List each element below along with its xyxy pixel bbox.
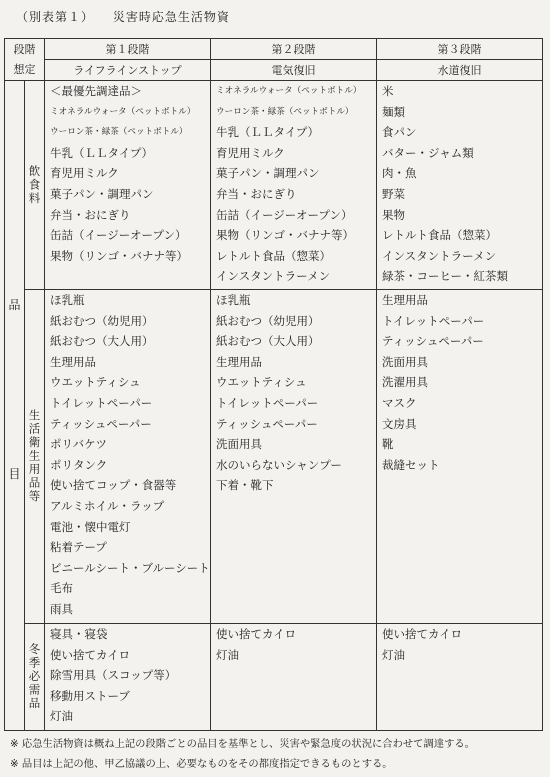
item-entry: 牛乳（ＬＬタイプ） [50, 145, 154, 160]
item-entry: 缶詰（イージーオープン） [50, 228, 187, 243]
stage-2-header: 第２段階 [211, 39, 377, 60]
hinmoku-label [5, 81, 25, 731]
item-entry: 裁縫セット [382, 457, 440, 472]
item-entry: インスタントラーメン [382, 248, 497, 263]
title-label: （別表第１） [16, 10, 95, 24]
item-entry: ミオネラルウォータ（ペットボトル） [50, 106, 196, 117]
item-entry: レトルト食品（惣菜） [382, 228, 497, 243]
item-entry: 洗面用具 [216, 437, 262, 452]
stage-1-header: 第１段階 [45, 39, 211, 60]
item-entry: 野菜 [382, 186, 405, 201]
item-entry: 灯油 [382, 647, 405, 662]
item-entry: 紙おむつ（幼児用） [50, 313, 154, 328]
item-entry: インスタントラーメン [216, 269, 331, 284]
hygiene-stage-1 [45, 290, 211, 624]
hygiene-stage-3 [377, 290, 543, 624]
item-entry: ティッシュペーパー [382, 334, 484, 349]
scenario-3: 水道復旧 [377, 60, 543, 81]
footnote-2: ※ 品目は上記の他、甲乙協議の上、必要なものをその都度指定できるものとする。 [10, 758, 393, 770]
item-entry: 雨具 [50, 601, 73, 616]
corner-header [5, 39, 45, 81]
item-entry: 灯油 [216, 647, 239, 662]
food-stage-1 [45, 81, 211, 290]
section-row-winter [5, 624, 543, 731]
item-entry: ウーロン茶・緑茶（ペットボトル） [216, 106, 354, 117]
item-entry: 使い捨てカイロ [382, 627, 463, 641]
category-food [25, 81, 45, 290]
footnotes [10, 734, 475, 774]
item-entry: レトルト食品（惣菜） [216, 248, 331, 263]
item-entry: バター・ジャム類 [382, 145, 474, 160]
item-entry: ウエットティシュ [216, 375, 307, 390]
food-stage-3 [377, 81, 543, 290]
item-entry: トイレットペーパー [216, 395, 319, 410]
winter-stage-1 [45, 624, 211, 731]
item-entry: 紙おむつ（幼児用） [216, 313, 320, 328]
stage-3-header: 第３段階 [377, 39, 543, 60]
category-winter [25, 624, 45, 731]
item-entry: 生理用品 [50, 354, 96, 369]
scenario-1: ライフラインストップ [45, 60, 211, 81]
item-entry: 弁当・おにぎり [216, 186, 297, 201]
item-entry: 麺類 [382, 104, 405, 119]
item-entry: ＜最優先調達品＞ [50, 84, 142, 98]
item-entry: ほ乳瓶 [50, 293, 85, 307]
item-entry: 下着・靴下 [216, 478, 274, 493]
item-entry: 果物 [382, 207, 405, 222]
item-entry: 紙おむつ（大人用） [50, 334, 154, 349]
item-entry: 弁当・おにぎり [50, 207, 131, 222]
winter-stage-3 [377, 624, 543, 731]
category-food-label: 飲食料 [27, 164, 42, 206]
item-entry: 水のいらないシャンプー [216, 457, 342, 472]
header-row-stages [5, 39, 543, 60]
hinmoku-char-2: 目 [8, 467, 21, 481]
category-winter-label: 冬季必需品 [27, 643, 42, 711]
item-entry: 使い捨てカイロ [216, 627, 297, 641]
item-entry: トイレットペーパー [382, 313, 485, 328]
item-entry: マスク [382, 395, 417, 410]
item-entry: ティッシュペーパー [50, 416, 152, 431]
item-entry: ビニールシート・ブルーシート [50, 560, 210, 575]
item-entry: トイレットペーパー [50, 395, 153, 410]
item-entry: 肉・魚 [382, 166, 417, 181]
item-entry: 使い捨てカイロ [50, 647, 131, 662]
item-entry: 育児用ミルク [216, 145, 285, 160]
item-entry: 菓子パン・調理パン [216, 166, 320, 181]
section-row-hygiene [5, 290, 543, 624]
item-entry: 生理用品 [216, 354, 262, 369]
corner-stage-label: 段階 [13, 42, 36, 56]
header-row-scenarios [5, 60, 543, 81]
item-entry: 除雪用具（スコップ等） [50, 668, 177, 683]
category-hygiene-label: 生活衛生用品等 [27, 409, 42, 504]
hinmoku-char-1: 品 [8, 298, 21, 312]
item-entry: ほ乳瓶 [216, 293, 251, 307]
item-entry: 洗面用具 [382, 354, 428, 369]
item-entry: 緑茶・コーヒー・紅茶類 [382, 269, 509, 284]
item-entry: 生理用品 [382, 293, 428, 307]
footnote-1: ※ 応急生活物資は概ね上記の段階ごとの品目を基準とし、災害や緊急度の状況に合わせて調達する。 [10, 738, 475, 750]
item-entry: ティッシュペーパー [216, 416, 318, 431]
title-text: 災害時応急生活物資 [112, 10, 230, 24]
winter-stage-2 [211, 624, 377, 731]
item-entry: 寝具・寝袋 [50, 627, 108, 641]
item-entry: 米 [382, 84, 394, 98]
item-entry: 毛布 [50, 581, 73, 596]
item-entry: ポリバケツ [50, 437, 108, 452]
item-entry: 洗濯用具 [382, 375, 428, 390]
corner-scenario-label: 想定 [13, 62, 36, 76]
item-entry: 牛乳（ＬＬタイプ） [216, 125, 320, 140]
scenario-2: 電気復旧 [211, 60, 377, 81]
section-row-food [5, 81, 543, 290]
item-entry: ミオネラルウォータ（ペットボトル） [216, 86, 362, 96]
hygiene-stage-2 [211, 290, 377, 624]
item-entry: 食パン [382, 125, 417, 140]
item-entry: 移動用ストーブ [50, 688, 130, 703]
item-entry: 菓子パン・調理パン [50, 186, 154, 201]
item-entry: 使い捨てコップ・食器等 [50, 478, 177, 493]
item-entry: ポリタンク [50, 457, 108, 472]
category-hygiene [25, 290, 45, 624]
item-entry: 缶詰（イージーオープン） [216, 207, 353, 222]
item-entry: 育児用ミルク [50, 166, 119, 181]
item-entry: アルミホイル・ラップ [50, 498, 165, 513]
food-stage-2 [211, 81, 377, 290]
item-entry: ウエットティシュ [50, 375, 141, 390]
item-entry: ウーロン茶・緑茶（ペットボトル） [50, 127, 188, 138]
item-entry: 果物（リンゴ・バナナ等） [216, 228, 354, 243]
supplies-table [4, 38, 543, 731]
item-entry: 灯油 [50, 709, 73, 724]
item-entry: 文房具 [382, 416, 417, 431]
item-entry: 紙おむつ（大人用） [216, 334, 320, 349]
item-entry: 靴 [382, 437, 394, 452]
item-entry: 果物（リンゴ・バナナ等） [50, 248, 188, 263]
item-entry: 粘着テープ [50, 540, 107, 555]
document-title [16, 8, 244, 25]
item-entry: 電池・懐中電灯 [50, 519, 131, 534]
